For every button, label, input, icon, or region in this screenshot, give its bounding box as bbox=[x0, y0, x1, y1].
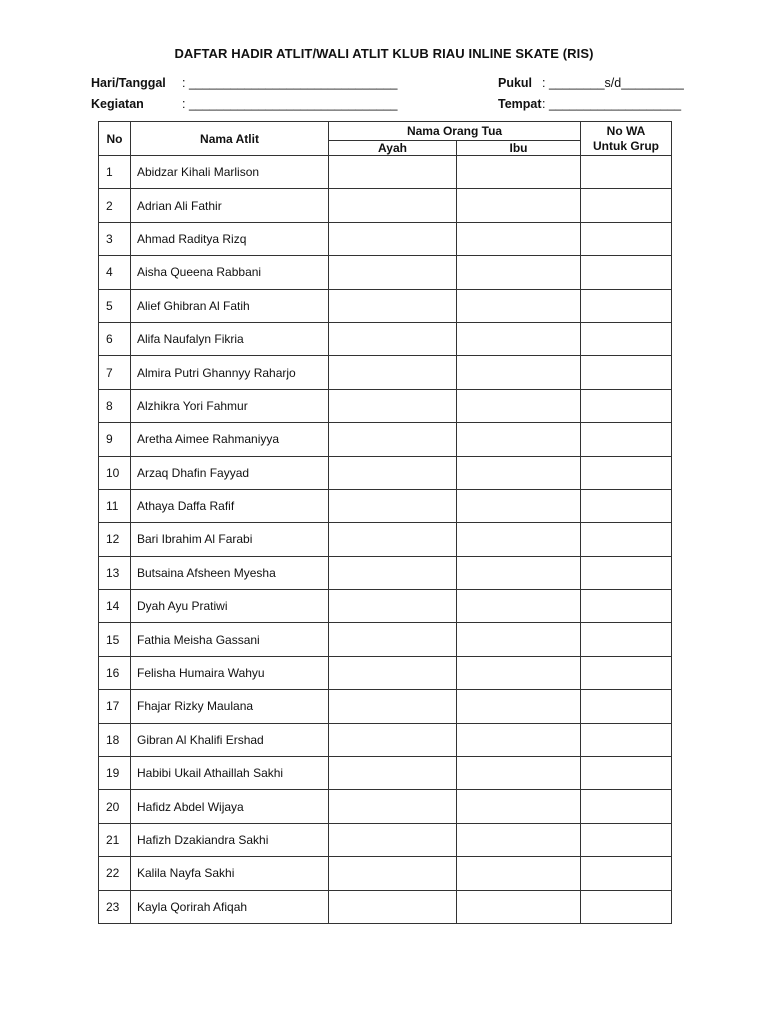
row-ibu-cell[interactable] bbox=[457, 890, 581, 923]
row-ayah-cell[interactable] bbox=[329, 523, 457, 556]
row-no: 23 bbox=[99, 890, 131, 923]
row-no: 17 bbox=[99, 690, 131, 723]
row-nama-atlit: Hafizh Dzakiandra Sakhi bbox=[131, 823, 329, 856]
kegiatan-label: Kegiatan bbox=[91, 97, 144, 111]
row-ibu-cell[interactable] bbox=[457, 790, 581, 823]
hari-tanggal-field bbox=[91, 76, 398, 90]
row-ayah-cell[interactable] bbox=[329, 156, 457, 189]
row-no: 1 bbox=[99, 156, 131, 189]
kegiatan-field bbox=[91, 97, 398, 111]
row-no: 2 bbox=[99, 189, 131, 222]
row-no: 20 bbox=[99, 790, 131, 823]
row-nama-atlit: Bari Ibrahim Al Farabi bbox=[131, 523, 329, 556]
table-row bbox=[99, 189, 672, 222]
row-no: 6 bbox=[99, 322, 131, 355]
row-ibu-cell[interactable] bbox=[457, 423, 581, 456]
row-no: 9 bbox=[99, 423, 131, 456]
row-no: 16 bbox=[99, 656, 131, 689]
attendance-table bbox=[98, 121, 672, 924]
row-nama-atlit: Aretha Aimee Rahmaniyya bbox=[131, 423, 329, 456]
row-no: 13 bbox=[99, 556, 131, 589]
table-row bbox=[99, 590, 672, 623]
row-ibu-cell[interactable] bbox=[457, 156, 581, 189]
table-row bbox=[99, 489, 672, 522]
row-ibu-cell[interactable] bbox=[457, 189, 581, 222]
row-nama-atlit: Arzaq Dhafin Fayyad bbox=[131, 456, 329, 489]
row-ibu-cell[interactable] bbox=[457, 623, 581, 656]
row-ayah-cell[interactable] bbox=[329, 289, 457, 322]
row-ayah-cell[interactable] bbox=[329, 623, 457, 656]
row-ibu-cell[interactable] bbox=[457, 656, 581, 689]
row-no-wa-cell[interactable] bbox=[581, 356, 672, 389]
row-no-wa-cell[interactable] bbox=[581, 156, 672, 189]
hari-tanggal-label: Hari/Tanggal bbox=[91, 76, 166, 90]
table-row bbox=[99, 823, 672, 856]
row-no-wa-cell[interactable] bbox=[581, 857, 672, 890]
row-ayah-cell[interactable] bbox=[329, 256, 457, 289]
row-no: 12 bbox=[99, 523, 131, 556]
row-no: 11 bbox=[99, 489, 131, 522]
row-no-wa-cell[interactable] bbox=[581, 723, 672, 756]
table-row bbox=[99, 256, 672, 289]
row-no: 4 bbox=[99, 256, 131, 289]
attendance-rows bbox=[99, 156, 672, 924]
row-ayah-cell[interactable] bbox=[329, 556, 457, 589]
row-no-wa-cell[interactable] bbox=[581, 556, 672, 589]
row-no: 14 bbox=[99, 590, 131, 623]
table-row bbox=[99, 456, 672, 489]
row-nama-atlit: Kalila Nayfa Sakhi bbox=[131, 857, 329, 890]
row-no: 5 bbox=[99, 289, 131, 322]
row-nama-atlit: Butsaina Afsheen Myesha bbox=[131, 556, 329, 589]
row-ayah-cell[interactable] bbox=[329, 222, 457, 255]
row-ibu-cell[interactable] bbox=[457, 523, 581, 556]
row-ayah-cell[interactable] bbox=[329, 356, 457, 389]
row-nama-atlit: Aisha Queena Rabbani bbox=[131, 256, 329, 289]
row-no-wa-cell[interactable] bbox=[581, 757, 672, 790]
kegiatan-value: : ______________________________ bbox=[182, 97, 398, 111]
row-nama-atlit: Dyah Ayu Pratiwi bbox=[131, 590, 329, 623]
header-no-wa: No WA Untuk Grup bbox=[581, 122, 672, 156]
row-ibu-cell[interactable] bbox=[457, 456, 581, 489]
row-no-wa-cell[interactable] bbox=[581, 222, 672, 255]
table-row bbox=[99, 523, 672, 556]
tempat-value: : ___________________ bbox=[542, 97, 682, 111]
row-ayah-cell[interactable] bbox=[329, 489, 457, 522]
table-row bbox=[99, 757, 672, 790]
row-ibu-cell[interactable] bbox=[457, 823, 581, 856]
row-no-wa-cell[interactable] bbox=[581, 623, 672, 656]
table-row bbox=[99, 690, 672, 723]
table-row bbox=[99, 389, 672, 422]
row-no: 7 bbox=[99, 356, 131, 389]
row-no-wa-cell[interactable] bbox=[581, 456, 672, 489]
row-nama-atlit: Habibi Ukail Athaillah Sakhi bbox=[131, 757, 329, 790]
row-no: 10 bbox=[99, 456, 131, 489]
table-row bbox=[99, 289, 672, 322]
row-no-wa-cell[interactable] bbox=[581, 289, 672, 322]
row-no: 3 bbox=[99, 222, 131, 255]
row-no-wa-cell[interactable] bbox=[581, 489, 672, 522]
row-nama-atlit: Hafidz Abdel Wijaya bbox=[131, 790, 329, 823]
row-ibu-cell[interactable] bbox=[457, 256, 581, 289]
header-nama-atlit: Nama Atlit bbox=[131, 122, 329, 156]
row-ayah-cell[interactable] bbox=[329, 189, 457, 222]
row-ayah-cell[interactable] bbox=[329, 656, 457, 689]
table-row bbox=[99, 322, 672, 355]
row-ibu-cell[interactable] bbox=[457, 590, 581, 623]
table-row bbox=[99, 156, 672, 189]
row-no: 8 bbox=[99, 389, 131, 422]
row-nama-atlit: Alifa Naufalyn Fikria bbox=[131, 322, 329, 355]
row-ayah-cell[interactable] bbox=[329, 690, 457, 723]
row-no-wa-cell[interactable] bbox=[581, 189, 672, 222]
pukul-label: Pukul bbox=[498, 76, 533, 90]
row-nama-atlit: Athaya Daffa Rafif bbox=[131, 489, 329, 522]
row-no: 22 bbox=[99, 857, 131, 890]
pukul-field bbox=[498, 76, 684, 90]
header-ibu: Ibu bbox=[457, 141, 581, 156]
row-ayah-cell[interactable] bbox=[329, 423, 457, 456]
tempat-label: Tempat bbox=[498, 97, 542, 111]
row-nama-atlit: Felisha Humaira Wahyu bbox=[131, 656, 329, 689]
row-ibu-cell[interactable] bbox=[457, 857, 581, 890]
row-no-wa-cell[interactable] bbox=[581, 656, 672, 689]
row-no-wa-cell[interactable] bbox=[581, 690, 672, 723]
table-row bbox=[99, 423, 672, 456]
table-row bbox=[99, 723, 672, 756]
row-no: 18 bbox=[99, 723, 131, 756]
row-nama-atlit: Gibran Al Khalifi Ershad bbox=[131, 723, 329, 756]
row-no-wa-cell[interactable] bbox=[581, 523, 672, 556]
row-no: 19 bbox=[99, 757, 131, 790]
header-nama-orang-tua: Nama Orang Tua bbox=[329, 122, 581, 141]
row-ayah-cell[interactable] bbox=[329, 322, 457, 355]
row-nama-atlit: Fhajar Rizky Maulana bbox=[131, 690, 329, 723]
row-ibu-cell[interactable] bbox=[457, 556, 581, 589]
row-ayah-cell[interactable] bbox=[329, 890, 457, 923]
row-no: 21 bbox=[99, 823, 131, 856]
row-ibu-cell[interactable] bbox=[457, 322, 581, 355]
row-ayah-cell[interactable] bbox=[329, 757, 457, 790]
row-nama-atlit: Kayla Qorirah Afiqah bbox=[131, 890, 329, 923]
row-ayah-cell[interactable] bbox=[329, 723, 457, 756]
row-no-wa-cell[interactable] bbox=[581, 322, 672, 355]
row-ibu-cell[interactable] bbox=[457, 690, 581, 723]
row-no-wa-cell[interactable] bbox=[581, 389, 672, 422]
row-ibu-cell[interactable] bbox=[457, 356, 581, 389]
row-ayah-cell[interactable] bbox=[329, 389, 457, 422]
hari-tanggal-value: : ______________________________ bbox=[182, 76, 398, 90]
table-row bbox=[99, 790, 672, 823]
row-no: 15 bbox=[99, 623, 131, 656]
table-row bbox=[99, 356, 672, 389]
document-title: DAFTAR HADIR ATLIT/WALI ATLIT KLUB RIAU INLINE SKATE (RIS) bbox=[174, 46, 594, 61]
table-row bbox=[99, 623, 672, 656]
row-ibu-cell[interactable] bbox=[457, 723, 581, 756]
row-nama-atlit: Abidzar Kihali Marlison bbox=[131, 156, 329, 189]
table-row bbox=[99, 656, 672, 689]
row-ibu-cell[interactable] bbox=[457, 389, 581, 422]
row-nama-atlit: Alzhikra Yori Fahmur bbox=[131, 389, 329, 422]
pukul-value: : ________s/d_________ bbox=[542, 76, 684, 90]
row-nama-atlit: Fathia Meisha Gassani bbox=[131, 623, 329, 656]
row-ibu-cell[interactable] bbox=[457, 489, 581, 522]
row-no-wa-cell[interactable] bbox=[581, 423, 672, 456]
row-no-wa-cell[interactable] bbox=[581, 823, 672, 856]
row-ayah-cell[interactable] bbox=[329, 456, 457, 489]
row-ibu-cell[interactable] bbox=[457, 222, 581, 255]
header-no: No bbox=[99, 122, 131, 156]
row-no-wa-cell[interactable] bbox=[581, 256, 672, 289]
row-nama-atlit: Almira Putri Ghannyy Raharjo bbox=[131, 356, 329, 389]
row-no-wa-cell[interactable] bbox=[581, 890, 672, 923]
row-ibu-cell[interactable] bbox=[457, 757, 581, 790]
row-nama-atlit: Ahmad Raditya Rizq bbox=[131, 222, 329, 255]
row-ayah-cell[interactable] bbox=[329, 790, 457, 823]
row-nama-atlit: Alief Ghibran Al Fatih bbox=[131, 289, 329, 322]
row-no-wa-cell[interactable] bbox=[581, 790, 672, 823]
header-ayah: Ayah bbox=[329, 141, 457, 156]
table-row bbox=[99, 857, 672, 890]
row-ibu-cell[interactable] bbox=[457, 289, 581, 322]
tempat-field bbox=[498, 97, 681, 111]
row-no-wa-cell[interactable] bbox=[581, 590, 672, 623]
row-ayah-cell[interactable] bbox=[329, 823, 457, 856]
row-nama-atlit: Adrian Ali Fathir bbox=[131, 189, 329, 222]
table-row bbox=[99, 890, 672, 923]
table-row bbox=[99, 222, 672, 255]
row-ayah-cell[interactable] bbox=[329, 857, 457, 890]
row-ayah-cell[interactable] bbox=[329, 590, 457, 623]
table-row bbox=[99, 556, 672, 589]
